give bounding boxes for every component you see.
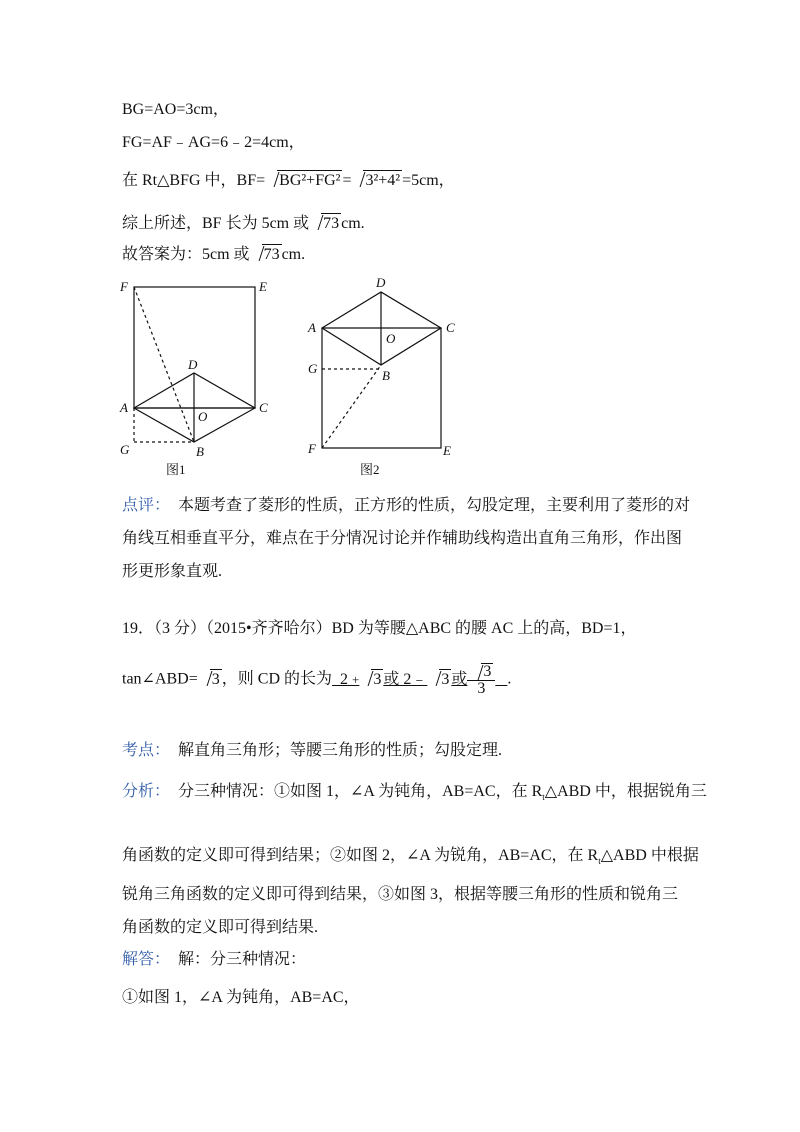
kaodian-text: 解直角三角形；等腰三角形的性质；勾股定理. [178, 742, 503, 759]
fenxi-sub-2: t [598, 856, 601, 867]
fig1-label-e: E [259, 279, 267, 294]
fenxi-line-4: 角函数的定义即可得到结果. [122, 919, 319, 936]
answer-blank [332, 663, 507, 697]
fig1-label-c: C [259, 400, 268, 415]
answer-fraction-denominator: 3 [477, 680, 486, 697]
radical-3-4 [353, 170, 402, 191]
equals-sign: = [342, 172, 352, 189]
tan-abd-text: tan∠ABD= [122, 670, 198, 688]
answer-2: 2 [340, 670, 348, 688]
solution-line-3-result: =5cm， [402, 172, 455, 189]
fig2-dashed-fb [322, 365, 381, 448]
answer-fraction-radical [471, 663, 493, 680]
kaodian-label: 考点： [122, 742, 171, 759]
answer-fraction-radicand: 3 [483, 663, 492, 680]
radical-73 [311, 213, 341, 234]
problem-19-line-1: 19．（3 分）（2015•齐齐哈尔）BD 为等腰△ABC 的腰 AC 上的高，BD=1， [122, 620, 637, 637]
fenxi-line-1 [122, 782, 707, 807]
geometry-figures [110, 272, 470, 482]
answer-radical-2 [429, 669, 451, 690]
radical-3-given [200, 669, 222, 690]
fig1-label-f: F [120, 279, 128, 294]
fig1-label-d: D [188, 357, 198, 372]
fenxi-label: 分析： [122, 783, 171, 800]
fig2-label-g: G [308, 361, 318, 376]
fig2-label-d: D [376, 275, 386, 290]
solution-line-3-text: 在 Rt△BFG 中，BF= [122, 172, 266, 189]
comment-label: 点评： [122, 497, 171, 514]
comment-line-3: 形更形象直观. [122, 563, 223, 580]
fig2-label-b: B [382, 368, 390, 383]
jieda-text: 解：分三种情况： [178, 951, 307, 968]
radicand-73: 73 [323, 215, 340, 232]
fig2-label-c: C [446, 320, 455, 335]
radical-bf [267, 170, 342, 191]
solution-line-4 [122, 213, 365, 234]
comment-text-1: 本题考查了菱形的性质，正方形的性质，勾股定理，主要利用了菱形的对 [178, 497, 691, 514]
fig2-label-a: A [308, 320, 316, 335]
fig2-label-o: O [386, 331, 396, 346]
fenxi-sub-1: t [542, 792, 545, 803]
fenxi-line-3: 锐角三角函数的定义即可得到结果，③如图 3，根据等腰三角形的性质和锐角三 [122, 886, 679, 903]
problem-19-line-2 [122, 663, 511, 697]
comment-line-2: 角线互相垂直平分，难点在于分情况讨论并作辅助线构造出直角三角形，作出图 [122, 530, 683, 547]
summary-text: 综上所述，BF 长为 5cm 或 [122, 215, 310, 232]
answer-plus: + [352, 671, 360, 687]
fig1-label-o: O [198, 409, 208, 424]
fenxi-text-1b: △ABD 中，根据锐角三 [544, 783, 707, 800]
fenxi-line-2 [122, 846, 699, 871]
fig1-dashed-fb [134, 287, 194, 442]
radicand-3-given: 3 [211, 670, 220, 688]
fig1-label-g: G [120, 442, 130, 457]
radicand-bg-fg: BG²+FG² [279, 172, 341, 189]
fenxi-text-1a: 分三种情况：①如图 1，∠A 为钝角，AB=AC，在 R [178, 783, 543, 800]
comment-line-1 [122, 496, 690, 516]
radical-73-answer [252, 244, 282, 265]
solution-line-3 [122, 170, 455, 191]
solution-line-2: FG=AF﹣AG=6﹣2=4cm， [122, 134, 305, 151]
fenxi-text-2a: 角函数的定义即可得到结果；②如图 2，∠A 为锐角，AB=AC，在 R [122, 847, 599, 864]
answer-radicand-2: 3 [441, 670, 450, 688]
fig1-label-b: B [196, 444, 204, 459]
fig2-caption: 图2 [360, 462, 380, 477]
radicand-73-answer: 73 [263, 246, 280, 263]
kaodian-line [122, 741, 502, 761]
answer-or-2-minus: 或 2﹣ [383, 670, 428, 688]
fig2-label-e: E [443, 443, 451, 458]
question-end: . [507, 670, 512, 688]
question-text: ，则 CD 的长为 [221, 670, 332, 688]
answer-fraction [467, 663, 495, 697]
answer-radical-1 [361, 669, 383, 690]
solution-line-5 [122, 244, 305, 265]
jieda-case-1: ①如图 1，∠A 为钝角，AB=AC， [122, 989, 360, 1006]
answer-radicand-1: 3 [373, 670, 382, 688]
solution-line-1: BG=AO=3cm， [122, 101, 229, 118]
radicand-3-4: 3²+4² [365, 172, 401, 189]
fig1-caption: 图1 [166, 462, 186, 477]
jieda-label: 解答： [122, 951, 171, 968]
answer-or: 或 [451, 670, 468, 688]
fig2-label-f: F [308, 441, 316, 456]
fig1-label-a: A [120, 400, 128, 415]
answer-unit: cm. [281, 246, 306, 263]
summary-unit: cm. [341, 215, 365, 232]
fenxi-text-2b: △ABD 中根据 [600, 847, 699, 864]
jieda-line [122, 950, 306, 970]
answer-text: 故答案为：5cm 或 [122, 246, 250, 263]
